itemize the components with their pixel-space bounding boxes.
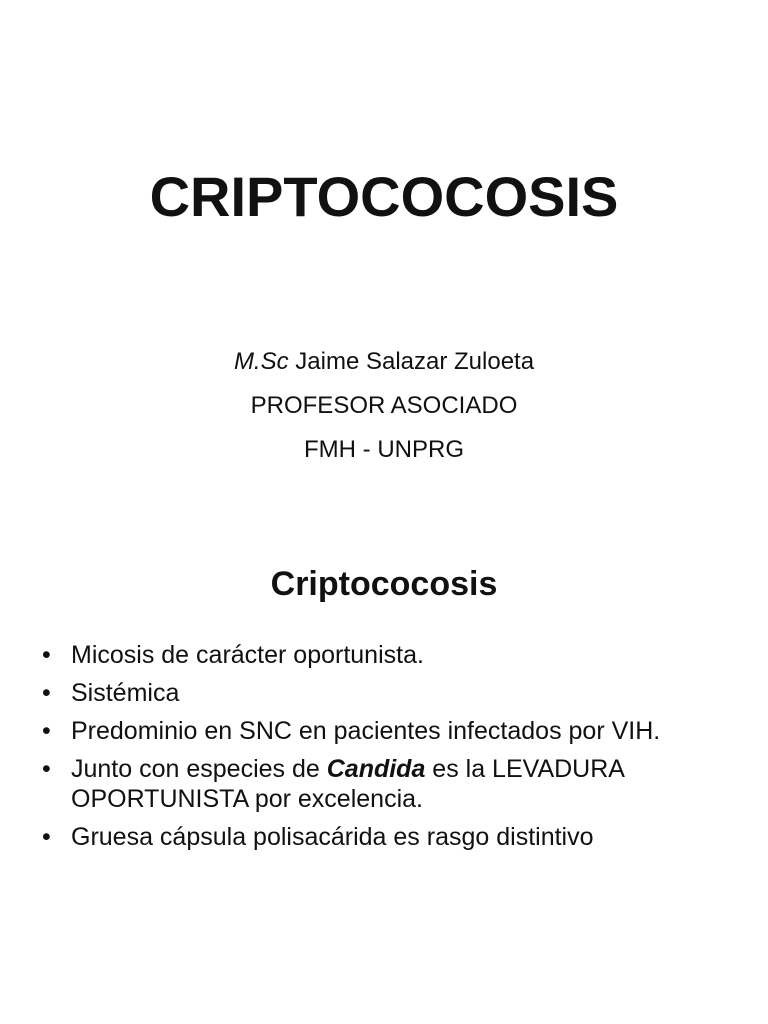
bullet-list [42, 640, 742, 860]
bullet-text: Sistémica [71, 679, 180, 707]
author-line [0, 340, 768, 384]
bullet-text: Predominio en SNC en pacientes infectados por VIH. [71, 717, 661, 745]
bullet-item [42, 640, 742, 670]
bullet-text-pre: Junto con especies de [71, 755, 327, 783]
bullet-emphasis: Candida [326, 755, 426, 783]
author-position: PROFESOR ASOCIADO [250, 392, 518, 419]
bullet-marker: • [42, 641, 51, 669]
slide-title: CRIPTOCOCOSIS [149, 165, 619, 228]
author-name: Jaime Salazar Zuloeta [288, 348, 535, 375]
bullet-text: Gruesa cápsula polisacárida es rasgo distintivo [71, 823, 594, 851]
author-degree: M.Sc [233, 348, 289, 375]
bullet-item [42, 822, 742, 852]
bullet-text-post: es la LEVADURA OPORTUNISTA por excelencia. [71, 755, 624, 813]
bullet-marker: • [42, 717, 51, 745]
bullet-text: Micosis de carácter oportunista. [71, 641, 424, 669]
bullet-item [42, 754, 742, 814]
author-block [0, 340, 768, 472]
slide-heading: Criptococosis [270, 565, 498, 603]
bullet-marker: • [42, 823, 51, 851]
bullet-item [42, 716, 742, 746]
bullet-item [42, 678, 742, 708]
content-slide [0, 512, 768, 1024]
bullet-marker: • [42, 679, 51, 707]
author-institution: FMH - UNPRG [304, 436, 464, 463]
bullet-marker: • [42, 755, 51, 783]
